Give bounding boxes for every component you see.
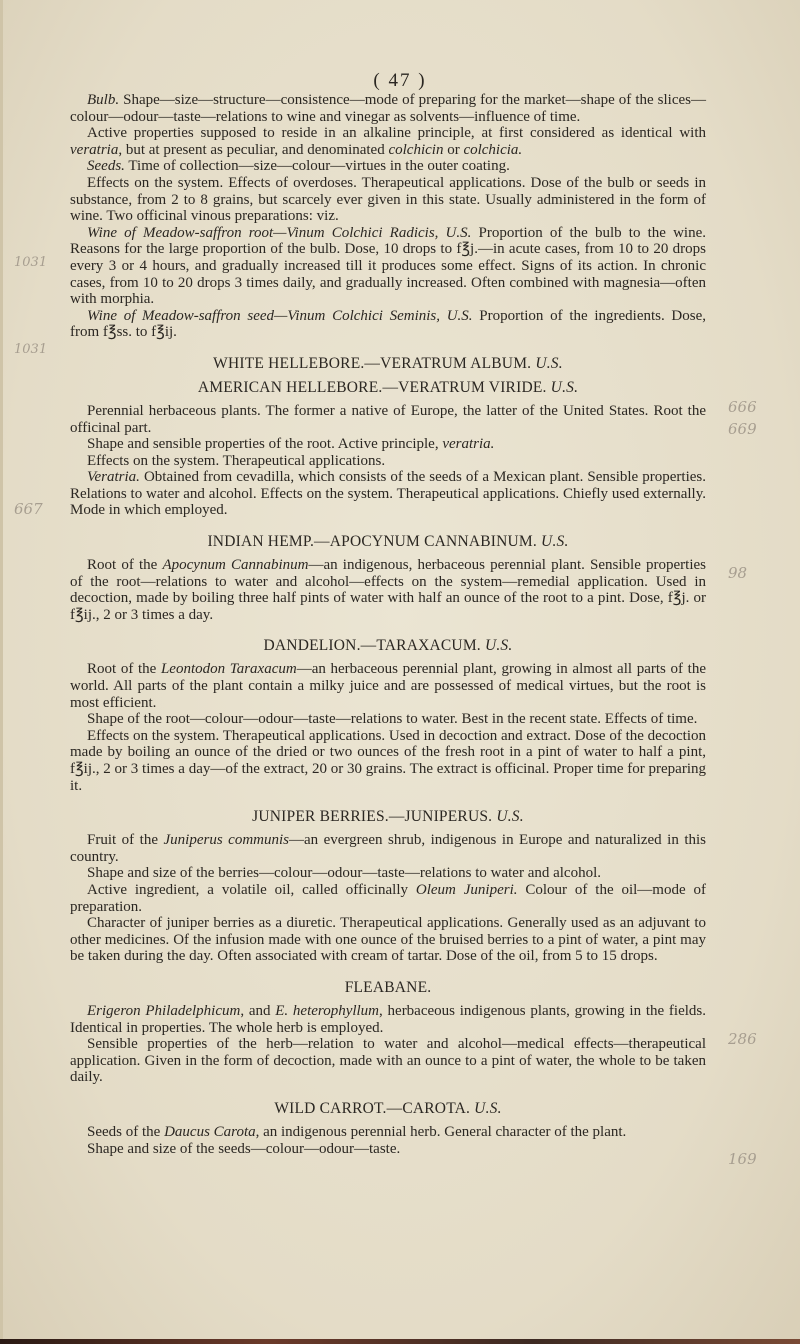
text-run: JUNIPER BERRIES.—JUNIPERUS. [252, 808, 497, 826]
paragraph [70, 1124, 706, 1141]
italic-text: Wine of Meadow-saffron seed—Vinum Colchici Seminis, U.S. [87, 307, 473, 324]
italic-text: U.S. [496, 808, 524, 826]
page-gutter [0, 0, 3, 1344]
italic-text: Bulb. [87, 92, 120, 108]
italic-text: Oleum Juniperi. [415, 881, 518, 898]
text-run: Perennial herbaceous plants. The former a native of Europe, the latter of the United States. Root the officinal part. [70, 402, 706, 436]
paragraph [70, 403, 706, 436]
text-run: Shape and size of the berries—colour—odour—taste—relations to water and alcohol. [87, 865, 602, 882]
italic-text: U.S. [484, 637, 513, 655]
text-run: Shape and sensible properties of the root. Active principle, [87, 436, 443, 453]
paragraph [70, 453, 706, 470]
text-run: INDIAN HEMP.—APOCYNUM CANNABINUM. [207, 533, 542, 551]
section [70, 637, 706, 794]
paragraph [70, 1141, 706, 1158]
paragraph [70, 175, 706, 225]
text-run: Shape and size of the seeds—colour—odour—taste. [87, 1140, 401, 1157]
italic-text: colchicin [388, 141, 444, 158]
margin-note: 1031 [14, 342, 48, 357]
text-run: AMERICAN HELLEBORE.—VERATRUM VIRIDE. [197, 378, 551, 396]
text-run: Shape—size—structure—consistence—mode of preparing for the market—shape of the slices—colour—odour—taste—relations to wine and vinegar as solvents—influence of time. [70, 92, 706, 125]
text-run: Effects on the system. Therapeutical applications. [87, 452, 386, 469]
italic-text: Leontodon Taraxacum [160, 661, 297, 678]
section-heading [70, 808, 706, 826]
paragraph [70, 882, 706, 915]
text-run: WILD CARROT.—CAROTA. [274, 1099, 475, 1117]
section-heading [70, 979, 706, 997]
margin-note: 286 [728, 1030, 757, 1048]
text-run: DANDELION.—TARAXACUM. [263, 637, 485, 655]
paragraph [70, 308, 706, 341]
text-run: Effects on the system. Therapeutical applications. Used in decoction and extract. Dose of the decoction made by boiling an ounce of the dried or two ounces of the fresh root in a pint of water to half a pint, f℥ij., 2 or 3 times a day—of the extract, 20 or 30 grains. The extract is officinal. Proper time for preparing it. [70, 727, 706, 794]
paragraph [70, 225, 706, 308]
italic-text: veratria. [442, 436, 495, 453]
paragraph [70, 711, 706, 728]
paragraph [70, 92, 706, 125]
text-run: , an indigenous perennial herb. General character of the plant. [255, 1123, 627, 1140]
text-run: —an evergreen shrub, indigenous in Europe and naturalized in this country. [70, 832, 706, 865]
text-run: Proportion of the ingredients. Dose, from f℥ss. to f℥ij. [70, 307, 707, 341]
italic-text: veratria [70, 141, 119, 158]
italic-text: Veratria. [87, 469, 140, 486]
margin-note: 98 [728, 564, 748, 582]
page-number: ( 47 ) [373, 70, 427, 91]
italic-text: Wine of Meadow-saffron root—Vinum Colchici Radicis, U.S. [87, 224, 472, 241]
text-run: Active ingredient, a volatile oil, called officinally [87, 881, 416, 898]
paragraph [70, 158, 706, 175]
section [70, 1100, 706, 1157]
text-run: Fruit of the [87, 832, 164, 849]
italic-text: Seeds. [87, 158, 125, 175]
page-body [70, 92, 706, 1157]
section-heading [70, 355, 706, 373]
section [70, 808, 706, 965]
text-run: Shape of the root—colour—odour—taste—relations to water. Best in the recent state. Effects of time. [87, 711, 698, 728]
margin-note: 169 [728, 1150, 757, 1168]
italic-text: Erigeron Philadelphicum [87, 1002, 241, 1019]
section [70, 355, 706, 519]
italic-text: colchicia. [463, 141, 523, 158]
text-run: Active properties supposed to reside in an alkaline principle, at first considered as identical with [87, 125, 706, 142]
italic-text: E. heterophyllum [275, 1002, 380, 1019]
margin-note: 666 [728, 398, 757, 416]
italic-text: U.S. [550, 378, 579, 396]
paragraph [70, 469, 706, 519]
italic-text: U.S. [535, 354, 563, 372]
margin-note: 669 [728, 420, 757, 438]
text-run: Colour of the oil—mode of preparation. [70, 881, 706, 915]
text-run: Seeds of the [87, 1123, 165, 1140]
paragraph [70, 1036, 706, 1086]
section [70, 979, 706, 1086]
italic-text: U.S. [474, 1099, 502, 1117]
italic-text: Apocynum Cannabinum [162, 557, 309, 574]
section-heading [70, 637, 706, 655]
text-run: Time of collection—size—colour—virtues in the outer coating. [124, 158, 510, 175]
paragraph [70, 557, 706, 623]
text-run: WHITE HELLEBORE.—VERATRUM ALBUM. [213, 354, 536, 372]
text-run: Proportion of the bulb to the wine. Reasons for the large proportion of the bulb. Dose, 10 drops to f℥j.—in acute cases, from 10 to 20 drops every 3 or 4 hours, and gradually increased till it produces some effect. Signs of its action. In chronic cases, from 10 to 20 drops 3 times daily, and gradually increased. Often combined with magnesia—often with morphia. [70, 224, 707, 308]
text-run: —an indigenous, herbaceous perennial plant. Sensible properties of the root—relations to water and alcohol—effects on the system—remedial application. Used in decoction, made by boiling three half pints of water with half an ounce of the root to a pint. Dose, f℥j. or f℥ij., 2 or 3 times a day. [70, 557, 706, 623]
text-run: FLEABANE. [344, 978, 432, 996]
text-run: Root of the [87, 661, 161, 678]
section [70, 533, 706, 623]
italic-text: Juniperus communis [163, 832, 289, 849]
paragraph [70, 125, 706, 158]
paragraph [70, 832, 706, 865]
text-run: —an herbaceous perennial plant, growing in almost all parts of the world. All parts of the plant contain a milky juice and are possessed of medical virtues, but the root is most efficient. [70, 661, 706, 711]
text-run: Root of the [87, 557, 163, 574]
paragraph [70, 915, 706, 965]
paragraph [70, 728, 706, 794]
text-run: Obtained from cevadilla, which consists of the seeds of a Mexican plant. Sensible properties. Relations to water and alcohol. Effects on the system. Therapeutical applications. Chiefly used externally. Mode in which employed. [70, 469, 706, 519]
page-bottom-edge [0, 1339, 800, 1344]
italic-text: U.S. [541, 533, 569, 551]
paragraph [70, 661, 706, 711]
text-run: Sensible properties of the herb—relation to water and alcohol—medical effects—therapeutical application. Given in the form of decoction, made with an ounce to a pint of water, the whole to be taken daily. [70, 1036, 706, 1086]
text-run: , and [240, 1002, 276, 1019]
margin-note: 1031 [14, 255, 48, 270]
text-run: Effects on the system. Effects of overdoses. Therapeutical applications. Dose of the bulb or seeds in substance, from 2 to 8 grains, but scarcely ever given in this state. Usually administered in the form of wine. Two officinal vinous preparations: viz. [70, 174, 706, 225]
section-heading [70, 379, 706, 397]
paragraph [70, 436, 706, 453]
text-run: or [443, 141, 464, 158]
section-heading [70, 1100, 706, 1118]
text-run: , herbaceous indigenous plants, growing in the fields. Identical in properties. The whole herb is employed. [70, 1002, 706, 1036]
paragraph [70, 1003, 706, 1036]
paragraph [70, 865, 706, 882]
section-heading [70, 533, 706, 551]
text-run: Character of juniper berries as a diuretic. Therapeutical applications. Generally used as an adjuvant to other medicines. Of the infusion made with one ounce of the bruised berries to a pint of water, a pint may be taken during the day. Often associated with cream of tartar. Dose of the oil, from 5 to 15 drops. [70, 915, 706, 965]
text-run: , but at present as peculiar, and denominated [118, 141, 389, 158]
margin-note: 667 [14, 500, 43, 518]
italic-text: Daucus Carota [164, 1123, 256, 1140]
section [70, 92, 706, 341]
